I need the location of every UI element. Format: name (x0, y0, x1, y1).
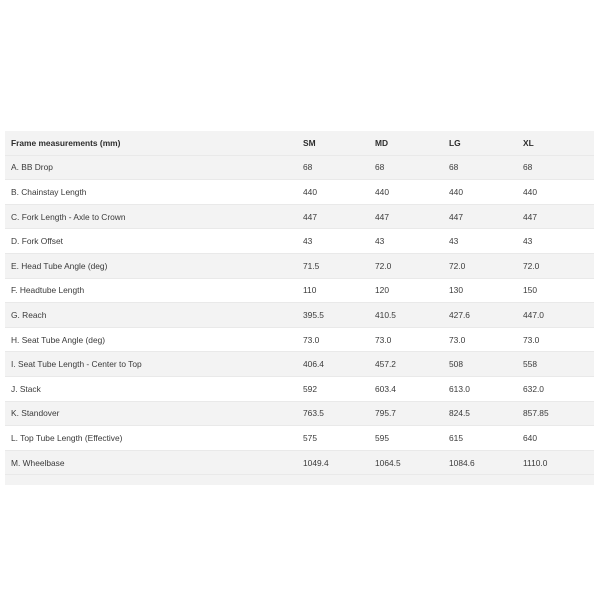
cell-lg: 43 (449, 229, 523, 254)
cell-sm: 592 (303, 376, 375, 401)
cell-lg: 427.6 (449, 303, 523, 328)
row-label: M. Wheelbase (5, 450, 303, 475)
cell-md: 410.5 (375, 303, 449, 328)
cell-md: 795.7 (375, 401, 449, 426)
cell-xl: 640 (523, 426, 594, 451)
cell-sm: 395.5 (303, 303, 375, 328)
cell-lg: 130 (449, 278, 523, 303)
table-row (5, 253, 594, 278)
header-size-lg: LG (449, 131, 523, 155)
row-label: B. Chainstay Length (5, 180, 303, 205)
cell-md: 595 (375, 426, 449, 451)
cell-xl: 632.0 (523, 376, 594, 401)
cell-sm: 406.4 (303, 352, 375, 377)
table-row (5, 278, 594, 303)
cell-xl: 72.0 (523, 253, 594, 278)
header-size-md: MD (375, 131, 449, 155)
table-row (5, 155, 594, 180)
cell-md: 120 (375, 278, 449, 303)
cell-md: 43 (375, 229, 449, 254)
cell-sm: 73.0 (303, 327, 375, 352)
cell-xl: 447.0 (523, 303, 594, 328)
cell-xl: 1110.0 (523, 450, 594, 475)
cell-md: 73.0 (375, 327, 449, 352)
cell-xl: 558 (523, 352, 594, 377)
table-row (5, 204, 594, 229)
cell-lg: 615 (449, 426, 523, 451)
row-label: A. BB Drop (5, 155, 303, 180)
row-label: J. Stack (5, 376, 303, 401)
cell-xl: 73.0 (523, 327, 594, 352)
cell-sm: 1049.4 (303, 450, 375, 475)
table-header (5, 131, 594, 155)
cell-xl: 447 (523, 204, 594, 229)
cell-xl: 857.85 (523, 401, 594, 426)
table-body (5, 155, 594, 485)
table-row (5, 376, 594, 401)
cell-md: 1064.5 (375, 450, 449, 475)
cell-sm: 763.5 (303, 401, 375, 426)
row-label: E. Head Tube Angle (deg) (5, 253, 303, 278)
cell-sm: 447 (303, 204, 375, 229)
row-label: H. Seat Tube Angle (deg) (5, 327, 303, 352)
table-row (5, 401, 594, 426)
table-row (5, 303, 594, 328)
table-footer-spacer (5, 475, 594, 486)
row-label: C. Fork Length - Axle to Crown (5, 204, 303, 229)
row-label: L. Top Tube Length (Effective) (5, 426, 303, 451)
cell-lg: 1084.6 (449, 450, 523, 475)
table-row (5, 426, 594, 451)
row-label: F. Headtube Length (5, 278, 303, 303)
cell-sm: 68 (303, 155, 375, 180)
cell-md: 440 (375, 180, 449, 205)
cell-lg: 440 (449, 180, 523, 205)
row-label: D. Fork Offset (5, 229, 303, 254)
cell-md: 457.2 (375, 352, 449, 377)
cell-md: 447 (375, 204, 449, 229)
header-size-xl: XL (523, 131, 594, 155)
footer-spacer-cell (5, 475, 594, 486)
header-size-sm: SM (303, 131, 375, 155)
cell-lg: 613.0 (449, 376, 523, 401)
cell-xl: 150 (523, 278, 594, 303)
cell-sm: 575 (303, 426, 375, 451)
cell-md: 72.0 (375, 253, 449, 278)
table-row (5, 180, 594, 205)
cell-sm: 43 (303, 229, 375, 254)
cell-lg: 447 (449, 204, 523, 229)
cell-sm: 71.5 (303, 253, 375, 278)
cell-sm: 110 (303, 278, 375, 303)
cell-lg: 73.0 (449, 327, 523, 352)
cell-lg: 68 (449, 155, 523, 180)
cell-xl: 68 (523, 155, 594, 180)
cell-lg: 72.0 (449, 253, 523, 278)
cell-sm: 440 (303, 180, 375, 205)
row-label: G. Reach (5, 303, 303, 328)
table-row (5, 352, 594, 377)
frame-geometry-table (5, 131, 594, 485)
table-row (5, 229, 594, 254)
cell-xl: 440 (523, 180, 594, 205)
row-label: K. Standover (5, 401, 303, 426)
cell-lg: 508 (449, 352, 523, 377)
table-row (5, 327, 594, 352)
cell-md: 603.4 (375, 376, 449, 401)
header-measurement: Frame measurements (mm) (5, 131, 303, 155)
table-row (5, 450, 594, 475)
cell-xl: 43 (523, 229, 594, 254)
header-row (5, 131, 594, 155)
cell-md: 68 (375, 155, 449, 180)
cell-lg: 824.5 (449, 401, 523, 426)
row-label: I. Seat Tube Length - Center to Top (5, 352, 303, 377)
